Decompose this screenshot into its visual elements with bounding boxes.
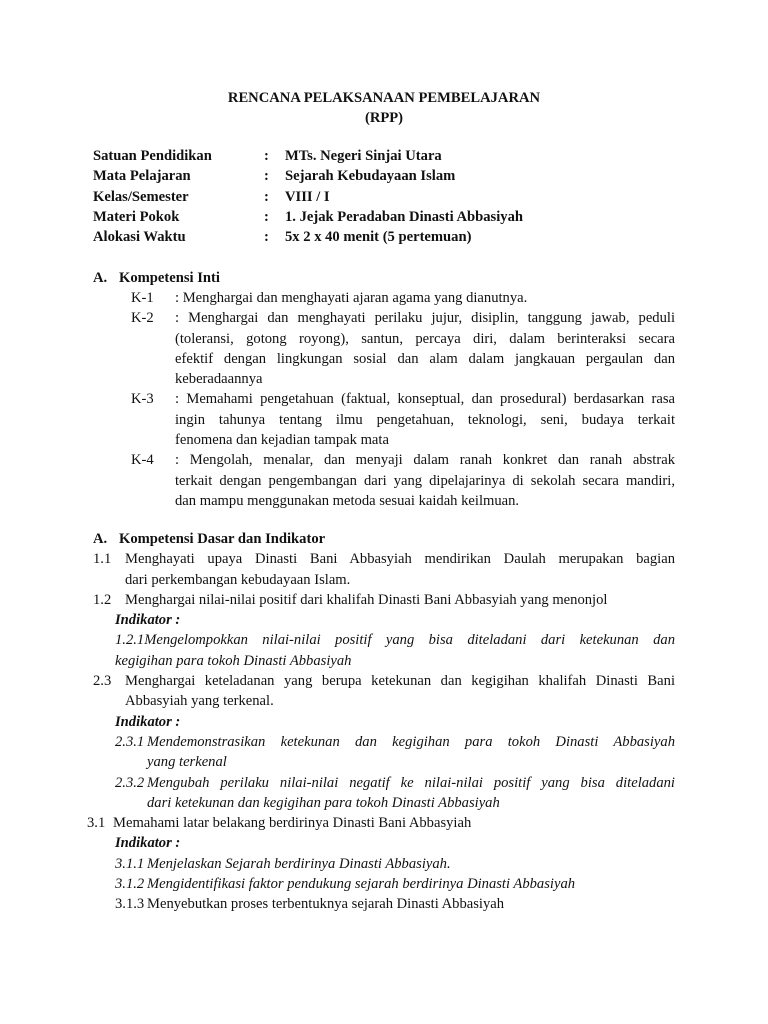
- kd-text-line: Menghargai keteladanan yang berupa ketekunan dan kegigihan khalifah Dinasti Bani: [125, 673, 675, 690]
- indicator-1-2-1: [93, 630, 675, 671]
- identity-value: MTs. Negeri Sinjai Utara: [285, 148, 442, 164]
- identity-row: [93, 146, 523, 166]
- indicator-text: Mengelompokkan nilai-nilai positif yang bisa diteladani dari ketekunan dan: [144, 632, 675, 649]
- indicator-number: 3.1.3: [115, 896, 145, 913]
- identity-value: VIII / I: [285, 188, 330, 205]
- indicator-text-line: kegigihan para tokoh Dinasti Abbasiyah: [115, 652, 352, 669]
- indicator-number: 3.1.2: [115, 876, 145, 893]
- kd-number: 2.3: [93, 673, 112, 690]
- indicator-number: 3.1.1: [115, 855, 145, 872]
- indikator-label: Indikator :: [115, 612, 181, 629]
- indicator-text-line: Menjelaskan Sejarah berdirinya Dinasti Abbasiyah.: [147, 855, 451, 872]
- identity-colon: :: [264, 229, 269, 246]
- identity-row: [93, 187, 523, 207]
- ki-text-line: : Memahami pengetahuan (faktual, konseptual, dan prosedural) berdasarkan rasa: [175, 391, 675, 408]
- kd-number: 1.1: [93, 551, 112, 568]
- ki-code: K-4: [131, 452, 154, 469]
- identity-value: 1. Jejak Peradaban Dinasti Abbasiyah: [285, 208, 524, 225]
- identity-row: [93, 207, 523, 227]
- kd-heading-text: Kompetensi Dasar dan Indikator: [119, 531, 326, 547]
- ki-code: K-3: [131, 391, 154, 408]
- indicator-text-line: Mengidentifikasi faktor pendukung sejarah berdirinya Dinasti Abbasiyah: [147, 876, 576, 893]
- indicator-text-line: yang terkenal: [147, 754, 227, 771]
- indicator-text-line: Menyebutkan proses terbentuknya sejarah Dinasti Abbasiyah: [147, 896, 505, 913]
- identity-key: Materi Pokok: [93, 208, 180, 225]
- kd-section: [87, 529, 675, 915]
- identity-colon: :: [264, 188, 269, 205]
- indicator-2-3-2: [93, 773, 675, 814]
- ki-text-line: keberadaannya: [175, 371, 263, 388]
- kd-number: 1.2: [93, 591, 112, 608]
- kd-text-line: Abbasyiah yang terkenal.: [125, 693, 274, 710]
- ki-heading-text: Kompetensi Inti: [119, 270, 220, 286]
- indicator-3-1-2: [93, 874, 675, 894]
- kd-text-line: Menghayati upaya Dinasti Bani Abbasyiah mendirikan Daulah merupakan bagian: [125, 551, 675, 568]
- ki-text-line: : Menghargai dan menghayati perilaku jujur, disiplin, tanggung jawab, peduli: [175, 310, 675, 327]
- kd-item-1-2: [93, 590, 675, 610]
- identity-colon: :: [264, 148, 269, 164]
- ki-text-line: : Menghargai dan menghayati ajaran agama yang dianutnya.: [175, 290, 528, 306]
- identity-colon: :: [264, 208, 269, 225]
- ki-code: K-1: [131, 290, 154, 306]
- kd-text-line: Menghargai nilai-nilai positif dari khalifah Dinasti Bani Abbasyiah yang menonjol: [125, 591, 608, 608]
- ki-text-line: terkait dengan pengembangan dari yang dipelajarinya di sekolah secara mandiri,: [175, 472, 675, 489]
- doc-title: RENCANA PELAKSANAAN PEMBELAJARAN: [227, 90, 541, 106]
- identity-row: [93, 166, 523, 186]
- ki-item: [131, 308, 675, 389]
- ki-text-line: (toleransi, gotong royong), santun, percaya diri, dalam berinteraksi secara: [175, 330, 675, 347]
- indikator-label: Indikator :: [115, 835, 181, 852]
- indicator-number: 2.3.2: [115, 774, 145, 791]
- ki-text-line: ingin tahunya tentang ilmu pengetahuan, teknologi, seni, budaya terkait: [175, 411, 675, 428]
- indicator-number: 1.2.1: [115, 632, 145, 649]
- indicator-text-line: Mendemonstrasikan ketekunan dan kegigihan para tokoh Dinasti Abbasiyah: [147, 733, 675, 750]
- ki-item: [131, 288, 675, 308]
- doc-subtitle: (RPP): [364, 110, 404, 126]
- indicator-text-line: dari ketekunan dan kegigihan para tokoh Dinasti Abbasiyah: [147, 794, 500, 811]
- kd-heading: [93, 529, 675, 549]
- indicator-3-1-1: [93, 854, 675, 874]
- identity-key: Kelas/Semester: [93, 188, 189, 205]
- ki-code: K-2: [131, 310, 154, 327]
- ki-marker: A.: [93, 270, 108, 286]
- identity-key: Mata Pelajaran: [93, 168, 191, 185]
- identity-key: Satuan Pendidikan: [93, 148, 212, 164]
- identity-value: Sejarah Kebudayaan Islam: [285, 168, 456, 185]
- identity-row: [93, 227, 523, 247]
- ki-text-line: : Mengolah, menalar, dan menyaji dalam ranah konkret dan ranah abstrak: [175, 452, 675, 469]
- kd-item-2-3: [93, 671, 675, 712]
- indicator-2-3-1: [93, 732, 675, 773]
- kd-item-3-1: [87, 813, 675, 833]
- indicator-text-line: Mengubah perilaku nilai-nilai negatif ke nilai-nilai positif yang bisa diteladani: [147, 774, 675, 791]
- identity-key: Alokasi Waktu: [93, 229, 186, 246]
- kd-number: 3.1: [87, 815, 106, 832]
- indikator-label: Indikator :: [115, 713, 181, 730]
- kd-text-line: dari perkembangan kebudayaan Islam.: [125, 571, 351, 588]
- identity-table: [93, 146, 523, 247]
- identity-colon: :: [264, 168, 269, 185]
- ki-item: [131, 389, 675, 450]
- indicator-3-1-3: [93, 894, 675, 914]
- kd-marker: A.: [93, 531, 108, 547]
- ki-item: [131, 450, 675, 511]
- ki-list: [131, 288, 675, 511]
- identity-value: 5x 2 x 40 menit (5 pertemuan): [285, 229, 472, 246]
- ki-text-line: fenomena dan kejadian tampak mata: [175, 432, 389, 449]
- indicator-number: 2.3.1: [115, 733, 145, 750]
- ki-heading: [93, 268, 675, 288]
- kd-item-1-1: [93, 549, 675, 590]
- ki-text-line: dan mampu menggunakan metoda sesuai kaidah keilmuan.: [175, 492, 520, 509]
- kd-text-line: Memahami latar belakang berdirinya Dinasti Bani Abbasyiah: [113, 815, 472, 832]
- ki-text-line: efektif dengan lingkungan sosial dan alam dalam jangkauan pergaulan dan: [175, 350, 675, 367]
